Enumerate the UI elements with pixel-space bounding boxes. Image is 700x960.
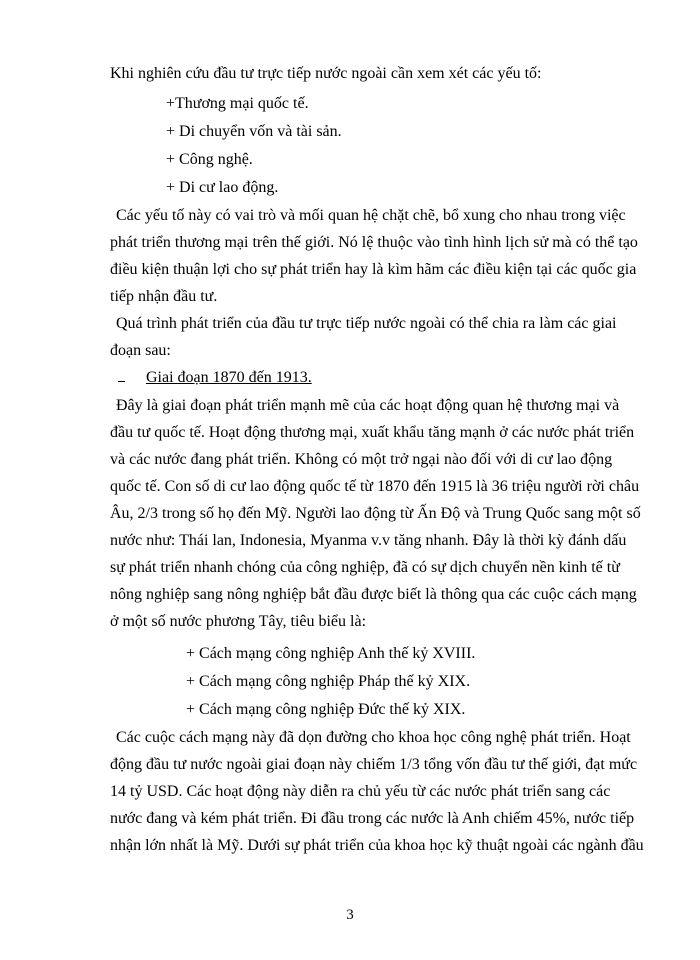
paragraph-line: Âu, 2/3 trong số họ đến Mỹ. Người lao động từ Ấn Độ và Trung Quốc sang một số [110,505,641,522]
paragraph-line: Các yếu tố này có vai trò và mối quan hệ chặt chẽ, bổ xung cho nhau trong việc [116,207,626,224]
paragraph-line: Quá trình phát triển của đầu tư trực tiếp nước ngoài có thể chia ra làm các giai [116,315,617,332]
revolution-item: + Cách mạng công nghiệp Đức thế kỷ XIX. [186,701,466,718]
paragraph-line: nhận lớn nhất là Mỹ. Dưới sự phát triển của khoa học kỹ thuật ngoài các ngành đầu [110,837,644,854]
paragraph-line: sự phát triển nhanh chóng của công nghiệp, đã có sự dịch chuyển nền kinh tế từ [110,559,620,576]
paragraph-line: phát triển thương mại trên thế giới. Nó lệ thuộc vào tình hình lịch sử mà có thể tạo [110,234,638,251]
paragraph-line: đoạn sau: [110,342,171,359]
page-number: 3 [346,907,354,923]
paragraph-line: 14 tỷ USD. Các hoạt động này diễn ra chủ yếu từ các nước phát triển sang các [110,783,611,800]
factor-item: +Thương mại quốc tế. [166,95,309,112]
bullet-dash [118,381,125,382]
paragraph-line: nông nghiệp sang nông nghiệp bắt đầu được biết là thông qua các cuộc cách mạng [110,586,637,603]
paragraph-line: tiếp nhận đầu tư. [110,288,218,305]
paragraph-line: quốc tế. Con số di cư lao động quốc tế từ 1870 đến 1915 là 36 triệu người rời châu [110,478,640,495]
factor-item: + Di chuyển vốn và tài sản. [166,123,342,140]
paragraph-line: nước đang và kém phát triển. Đi đầu trong các nước là Anh chiếm 45%, nước tiếp [110,810,635,827]
paragraph-line: Đây là giai đoạn phát triển mạnh mẽ của các hoạt động quan hệ thương mại và [116,397,620,414]
paragraph-line: đầu tư quốc tế. Hoạt động thương mại, xuất khẩu tăng mạnh ở các nước phát triển [110,424,635,441]
intro-text: Khi nghiên cứu đầu tư trực tiếp nước ngoài cần xem xét các yếu tố: [110,65,542,82]
factor-item: + Công nghệ. [166,151,253,168]
revolution-item: + Cách mạng công nghiệp Pháp thế kỷ XIX. [186,673,471,690]
paragraph-line: và các nước đang phát triển. Không có một trở ngại nào đối với di cư lao động [110,451,613,468]
paragraph-line: động đầu tư nước ngoài giai đoạn này chiếm 1/3 tổng vốn đầu tư thế giới, đạt mức [110,756,638,773]
factor-item: + Di cư lao động. [166,179,279,196]
revolution-item: + Cách mạng công nghiệp Anh thế kỷ XVIII. [186,645,476,662]
section-heading: Giai đoạn 1870 đến 1913. [146,369,312,386]
paragraph-line: Các cuộc cách mạng này đã dọn đường cho khoa học công nghệ phát triển. Hoạt [116,729,631,746]
paragraph-line: nước như: Thái lan, Indonesia, Myanma v.v tăng nhanh. Đây là thời kỳ đánh dấu [110,532,627,549]
paragraph-line: điều kiện thuận lợi cho sự phát triển hay là kìm hãm các điều kiện tại các quốc gia [110,261,637,278]
paragraph-line: ở một số nước phương Tây, tiêu biểu là: [110,613,367,630]
